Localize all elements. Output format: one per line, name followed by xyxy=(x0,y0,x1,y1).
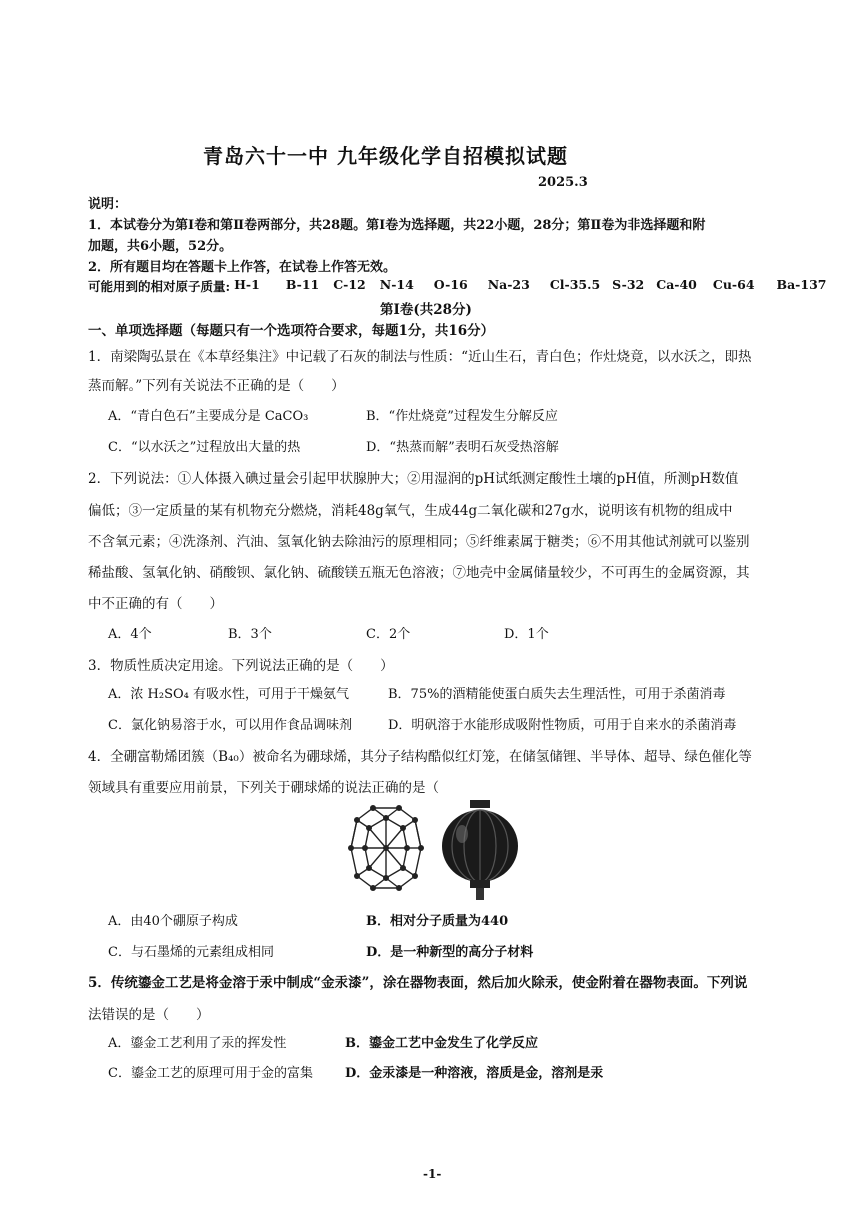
exam-title: 青岛六十一中 九年级化学自招模拟试题 xyxy=(203,144,568,168)
atomic-mass-label: 可能用到的相对原子质量: xyxy=(88,279,231,294)
q1-option-c: C．“以水沃之”过程放出大量的热 xyxy=(108,440,301,455)
q2-line-3: 不含氧元素；④洗涤剂、汽油、氢氧化钠去除油污的原理相同；⑤纤维素属于糖类；⑥不用其他试剂就可以鉴别 xyxy=(88,534,750,550)
atomic-mass-item: Cu-64 xyxy=(712,277,755,292)
q1-option-a: A．“青白色石”主要成分是 CaCO₃ xyxy=(108,409,309,424)
q5-line-2: 法错误的是（ ） xyxy=(88,1007,210,1023)
atomic-mass-item: S-32 xyxy=(612,277,645,292)
notes-line-3: 2．所有题目均在答题卡上作答，在试卷上作答无效。 xyxy=(88,260,397,275)
q3-line-1: 3．物质性质决定用途。下列说法正确的是（ ） xyxy=(88,658,394,674)
section1-heading: 一、单项选择题（每题只有一个选项符合要求，每题1分，共16分） xyxy=(88,323,495,339)
atomic-mass-item: Na-23 xyxy=(487,277,530,292)
q4-option-a: A．由40个硼原子构成 xyxy=(108,914,238,929)
q2-line-1: 2．下列说法：①人体摄入碘过量会引起甲状腺肿大；②用湿润的pH试纸测定酸性土壤的pH值，所测pH数值 xyxy=(88,471,739,487)
notes-line-2: 加题，共6小题，52分。 xyxy=(88,239,233,254)
atomic-mass-item: Cl-35.5 xyxy=(549,277,601,292)
notes-heading: 说明： xyxy=(88,197,128,212)
atomic-mass-item: N-14 xyxy=(379,277,414,292)
atomic-mass-item: Ba-137 xyxy=(776,277,827,292)
boron-cluster-structure-image xyxy=(343,802,429,894)
q2-line-2: 偏低；③一定质量的某有机物充分燃烧，消耗48g氧气，生成44g二氧化碳和27g水，说明该有机物的组成中 xyxy=(88,503,733,519)
q5-option-d: D．金汞漆是一种溶液，溶质是金，溶剂是汞 xyxy=(345,1066,604,1081)
lantern-image xyxy=(440,800,520,900)
q4-line-2: 领域具有重要应用前景，下列关于硼球烯的说法正确的是（ xyxy=(88,780,439,796)
q2-option-b: B．3个 xyxy=(228,627,272,642)
q5-line-1: 5．传统鎏金工艺是将金溶于汞中制成“金汞漆”，涂在器物表面，然后加火除汞，使金附着在器物表面。下列说 xyxy=(88,975,748,991)
q2-option-a: A．4个 xyxy=(108,627,152,642)
q1-option-b: B．“作灶烧竟”过程发生分解反应 xyxy=(366,409,558,424)
q5-option-a: A．鎏金工艺利用了汞的挥发性 xyxy=(108,1036,287,1051)
q2-option-c: C．2个 xyxy=(366,627,411,642)
q3-option-b: B．75%的酒精能使蛋白质失去生理活性，可用于杀菌消毒 xyxy=(388,687,726,702)
q4-option-d: D．是一种新型的高分子材料 xyxy=(366,945,534,960)
atomic-mass-item: H-1 xyxy=(234,277,260,292)
atomic-mass-line xyxy=(88,277,826,295)
q2-line-5: 中不正确的有（ ） xyxy=(88,596,223,612)
q2-line-4: 稀盐酸、氢氧化钠、硝酸钡、氯化钠、硫酸镁五瓶无色溶液；⑦地壳中金属储量较少，不可再生的金属资源，其 xyxy=(88,565,750,581)
q5-option-c: C．鎏金工艺的原理可用于金的富集 xyxy=(108,1066,313,1081)
q4-option-c: C．与石墨烯的元素组成相同 xyxy=(108,945,274,960)
page-number: -1- xyxy=(423,1167,442,1181)
q3-option-d: D．明矾溶于水能形成吸附性物质，可用于自来水的杀菌消毒 xyxy=(388,718,737,733)
q3-option-c: C．氯化钠易溶于水，可以用作食品调味剂 xyxy=(108,718,352,733)
q1-line-2: 蒸而解。”下列有关说法不正确的是（ ） xyxy=(88,378,345,394)
q2-option-d: D．1个 xyxy=(504,627,549,642)
atomic-mass-item: B-11 xyxy=(285,277,320,292)
q4-option-b: B．相对分子质量为440 xyxy=(366,914,509,929)
q1-option-d: D．“热蒸而解”表明石灰受热溶解 xyxy=(366,440,559,455)
atomic-mass-item: O-16 xyxy=(433,277,468,292)
atomic-mass-item: C-12 xyxy=(333,277,366,292)
q4-line-1: 4．全硼富勒烯团簇（B₄₀）被命名为硼球烯，其分子结构酷似红灯笼，在储氢储锂、半导体、超导、绿色催化等 xyxy=(88,749,752,765)
part1-heading: 第Ⅰ卷(共28分) xyxy=(380,302,472,318)
notes-line-1: 1．本试卷分为第Ⅰ卷和第Ⅱ卷两部分，共28题。第Ⅰ卷为选择题，共22小题，28分；第Ⅱ卷为非选择题和附 xyxy=(88,218,706,233)
q5-option-b: B．鎏金工艺中金发生了化学反应 xyxy=(345,1036,538,1051)
q3-option-a: A．浓 H₂SO₄ 有吸水性，可用于干燥氨气 xyxy=(108,687,349,702)
atomic-mass-item: Ca-40 xyxy=(656,277,697,292)
q1-line-1: 1．南梁陶弘景在《本草经集注》中记载了石灰的制法与性质：“近山生石，青白色；作灶烧竟，以水沃之，即热 xyxy=(88,349,752,365)
exam-date: 2025.3 xyxy=(538,175,588,190)
